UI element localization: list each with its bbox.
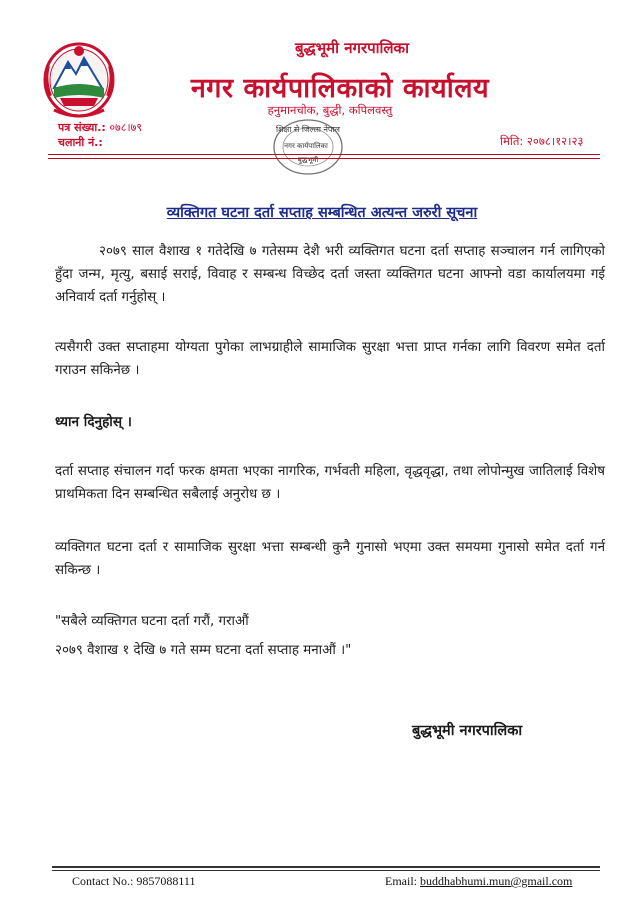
nepal-emblem-icon (40, 36, 118, 122)
contact-value: 9857088111 (136, 874, 196, 888)
footer-divider (52, 866, 600, 868)
slogan-line-1: "सबैले व्यक्तिगत घटना दर्ता गरौं, गराऔं (55, 614, 249, 629)
municipality-name: बुद्धभूमी नगरपालिका (295, 39, 409, 57)
seal-line-2: नगर कार्यपालिका (284, 142, 328, 150)
header-divider (48, 154, 600, 155)
footer-email (385, 874, 572, 889)
contact-label: Contact No.: (72, 874, 134, 888)
date-label: मिति: (500, 134, 524, 148)
slogan-line-2: २०७९ वैशाख १ देखि ७ गते सम्म घटना दर्ता सप्ताह मनाऔं ।" (55, 643, 352, 658)
letter-number (58, 120, 142, 135)
seal-line-1: शिक्षा से जिल्ला नेपाल (276, 125, 340, 134)
footer-divider-secondary (52, 870, 600, 871)
office-seal-icon (262, 116, 354, 178)
notice-paragraph-3: दर्ता सप्ताह संचालन गर्दा फरक क्षमता भएका नागरिक, गर्भवती महिला, वृद्धवृद्धा, तथा लोपोन्मुख जातिलाई विशेष प्राथमिकता दिन सम्बन्धित सबैलाई अनुरोध छ । (55, 464, 605, 502)
notice-paragraph-2: त्यसैगरी उक्त सप्ताहमा योग्यता पुगेका लाभग्राहीले सामाजिक सुरक्षा भत्ता प्राप्त गर्नका लागि विवरण समेत दर्ता गराउन सकिनेछ । (55, 340, 605, 378)
header-divider-secondary (48, 158, 600, 159)
reference-block (58, 120, 142, 150)
seal-line-3: बुद्धभूमी (297, 156, 319, 164)
notice-paragraph-4: व्यक्तिगत घटना दर्ता र सामाजिक सुरक्षा भत्ता सम्बन्धी कुनै गुनासो भएमा उक्त समयमा गुनासो समेत दर्ता गर्न सकिन्छ । (55, 540, 605, 578)
office-address: हनुमानचोक, बुद्धी, कपिलवस्तु (267, 103, 393, 117)
notice-paragraph-1: २०७९ साल वैशाख १ गतेदेखि ७ गतेसम्म देशै भरी व्यक्तिगत घटना दर्ता सप्ताह सञ्चालन गर्न लागिएको हुँदा जन्म, मृत्यु, बसाई सराई, विवाह र सम्बन्ध विच्छेद दर्ता जस्ता व्यक्तिगत घटना आफ्नो वडा कार्यालयमा गई अनिवार्य दर्ता गर्नुहोस् । (55, 244, 605, 305)
signature-block: बुद्धभूमी नगरपालिका (412, 723, 523, 739)
letter-date (500, 134, 583, 149)
dispatch-number-label: चलानी नं.: (58, 136, 103, 149)
email-link[interactable]: buddhabhumi.mun@gmail.com (420, 874, 573, 888)
letter-number-label: पत्र संख्या.: (58, 121, 106, 134)
email-label: Email: (385, 874, 417, 888)
footer-contact (72, 874, 195, 889)
date-value: २०७८।१२।२३ (526, 134, 584, 148)
attention-heading: ध्यान दिनुहोस् । (55, 414, 132, 430)
letter-number-value: ०७८।७९ (109, 121, 143, 134)
notice-subject: व्यक्तिगत घटना दर्ता सप्ताह सम्बन्धित अत्यन्त जरुरी सूचना (166, 205, 478, 221)
dispatch-number (58, 135, 142, 150)
office-title: नगर कार्यपालिकाको कार्यालय (190, 73, 490, 104)
